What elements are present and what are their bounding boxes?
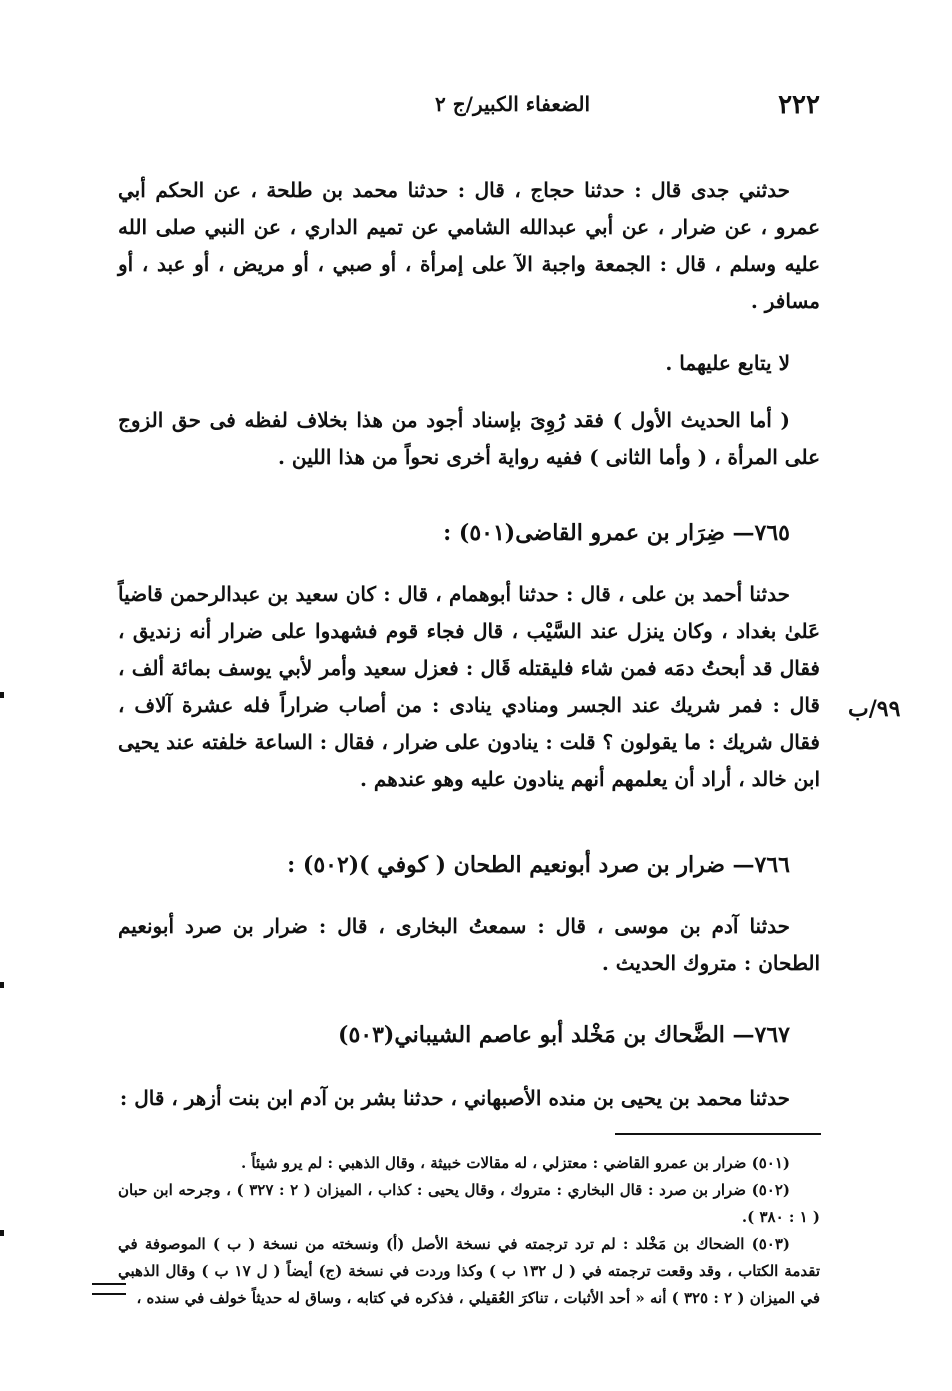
entry-767-body — [118, 1080, 820, 1117]
edge-speck — [0, 1230, 4, 1236]
running-title: الضعفاء الكبير/ج ٢ — [435, 92, 590, 116]
verdict-paragraph — [118, 345, 820, 382]
paragraph-3: ( أما الحديث الأول ) فقد رُوِىَ بإسناد أجود من هذا بخلاف لفظه فى حق الزوج على المرأة ، ( وأما الثانى ) ففيه رواية أخرى نحواً من هذا اللين . — [118, 408, 820, 469]
page-number: ٢٢٢ — [778, 90, 820, 120]
edge-speck — [0, 692, 4, 698]
entry-765-title: ٧٦٥— ضِرَار بن عمرو القاضى(٥٠١) : — [443, 520, 790, 546]
entry-765-body — [118, 576, 820, 798]
commentary-paragraph — [118, 402, 820, 476]
paragraph-1: حدثني جدى قال : حدثنا حجاج ، قال : حدثنا محمد بن طلحة ، عن الحكم أبي عمرو ، عن ضرار ، عن أبي عبدالله الشامي عن تميم الداري ، عن النبي صلى الله عليه وسلم ، قال : الجمعة واجبة الآ على إمرأة ، أو صبي ، أو مريض ، أو عبد ، أو مسافر . — [118, 178, 820, 313]
entry-heading-765 — [118, 516, 820, 550]
footnote-501: (٥٠١) ضرار بن عمرو القاضي : معتزلي ، له مقالات خبيثة ، وقال الذهبي : لم يرو شيئاً . — [240, 1154, 790, 1172]
footnote-separator — [615, 1133, 821, 1135]
paragraph-4: حدثنا أحمد بن على ، قال : حدثنا أبوهمام ، قال : كان سعيد بن عبدالرحمن قاضياً عَلىٰ بغداد ، وكان ينزل عند السَّيْب ، قال فجاء قوم فشهدوا على ضرار أنه زنديق ، فقال قد أبحتُ دمَه فمن شاء فليقتله قَال : فعزل سعيد وأمر لأبي يوسف بمائة ألف ، قال : فمر شريك عند الجسر ومنادي ينادى : من أصاب ضراراً فله عشرة آلاف ، فقال شريك : ما يقولون ؟ قلت : ينادون على ضرار ، فقال : الساعة خلفته عند يحيى ابن خالد ، أراد أن يعلمهم أنهم ينادون عليه وهو عندهم . — [118, 582, 820, 791]
paragraph-5: حدثنا آدم بن موسى ، قال : سمعتُ البخارى ، قال : ضرار بن صرد أبونعيم الطحان : متروك الحديث . — [118, 914, 820, 975]
paragraph-2: لا يتابع عليهما . — [665, 351, 790, 375]
entry-767-title: ٧٦٧— الضَّحاك بن مَخْلد أبو عاصم الشيباني(٥٠٣) — [338, 1022, 790, 1048]
folio-margin-note: ٩٩/ب — [848, 696, 901, 722]
page-header — [120, 90, 820, 122]
footnote-503: (٥٠٣) الضحاك بن مَخْلد : لم ترد ترجمته في نسخة الأصل (أ) ونسخته من نسخة ( ب ) الموصوفة في تقدمة الكتاب ، وقد وقعت ترجمته في ( ل ١٣٢ ب ) وكذا وردت في نسخة (ج) أيضاً ( ل ١٧ ب ) وقال الذهبي في الميزان ( ٢ : ٣٢٥ ) أنه « أحد الأثبات ، تناكرَ العُقيلي ، فذكره في كتابه ، وساق له حديثاً خولف في سنده ، — [118, 1235, 821, 1307]
footnote-502: (٥٠٢) ضرار بن صرد : قال البخاري : متروك ، وقال يحيى : كذاب ، الميزان ( ٢ : ٣٢٧ ) ، وجرحه ابن حبان ( ١ : ٣٨٠ ). — [118, 1181, 820, 1226]
footnotes — [118, 1150, 820, 1312]
continuation-mark — [92, 1283, 126, 1295]
entry-heading-766 — [118, 848, 820, 882]
paragraph-6: حدثنا محمد بن يحيى بن منده الأصبهاني ، حدثنا بشر بن آدم ابن بنت أزهر ، قال : — [119, 1086, 790, 1110]
entry-766-title: ٧٦٦— ضرار بن صرد أبونعيم الطحان ( كوفي )(٥٠٢) : — [287, 852, 790, 878]
entry-766-body — [118, 908, 820, 982]
edge-speck — [0, 982, 4, 988]
entry-heading-767 — [118, 1018, 820, 1052]
hadith-paragraph — [118, 172, 820, 320]
